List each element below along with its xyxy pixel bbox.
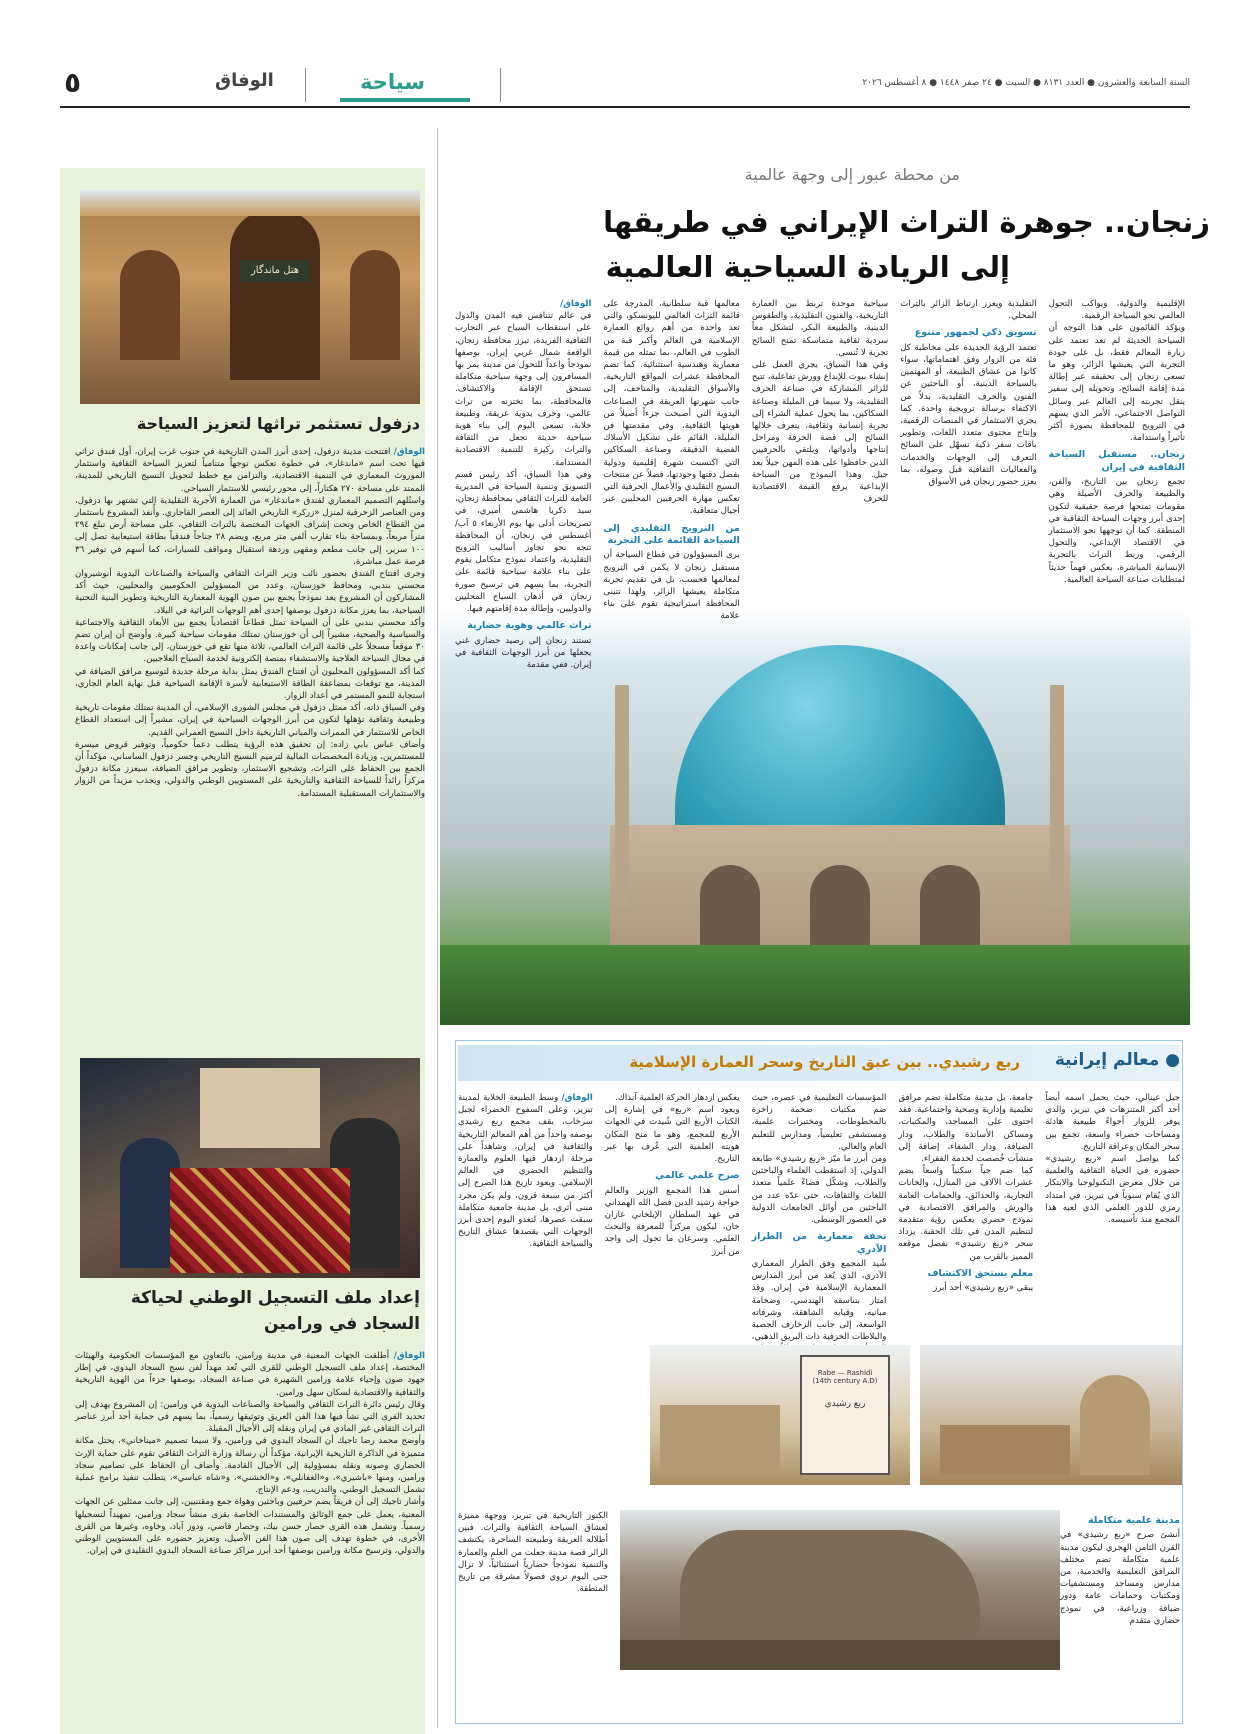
paragraph: وقال رئيس دائرة التراث الثقافي والسياحة والصناعات اليدوية في ورامين: إن المشروع يهدف إلى تحديد القرى التي نشأ فيها هذا الفن العريق وتوثيقها رسمياً، بما يسهم في حماية أحد أبرز عناصر التراث الثقافي غير المادي في إيران ونقله إلى الأجيال المقبلة.	[75, 1399, 425, 1435]
paragraph	[1049, 298, 1185, 586]
paragraph	[752, 1092, 887, 1380]
column-rule	[437, 128, 438, 1728]
feature-title-line1: زنجان.. جوهرة التراث الإيراني في طريقها	[603, 205, 1210, 239]
paragraph: أنشئ صرح «ربع رشيدي» في القرن الثامن الهجري ليكون مدينة علمية متكاملة تضم مختلف المرافق التعليمية والخدمية، من مدارس ومساجد ومستشفيات ومكتبات وحمامات عامة ودور ضيافة وزراعية، في نموذج حضاري متقدم	[1060, 1530, 1180, 1626]
subheading: صرح علمي عالمي	[655, 1170, 740, 1182]
headline-dezful: دزفول تستثمر تراثها لتعزيز السياحة	[136, 414, 420, 433]
byline-label: الوفاق/	[561, 1093, 593, 1103]
text-line: تستند زنجان إلى رصيد حضاري غني يجعلها من أبرز الوجهات الثقافية في إيران. ففي مقدمة	[455, 635, 592, 671]
text-line: الإقليمية والدولية، ويواكب التحول العالمي نحو السياحة الرقمية.	[1048, 299, 1186, 322]
paragraph: وسط الطبيعة الخلابة لمدينة تبريز، وعلى السفوح الخضراء لجبل سرخاب، يقف مجمع ربع رشيدي بوصفه واحداً من أهم المعالم التاريخية والثقافية في إيران، وشاهداً على مرحلة ازدهار فيها العلوم والعمارة والتنظيم الحضري في العالم الإسلامي. ويعود تاريخ هذا الصرح إلى أكثر من سبعة قرون، ولم يكن مجرد مبنى أثري، بل مدينة جامعية متكاملة سبقت عصرها، لتغدو اليوم إحدى أبرز الوجهات التي يقصدها عشاق التاريخ والسياحة الثقافية.	[458, 1093, 593, 1250]
hotel-sign: هتل ماندگار	[240, 260, 310, 282]
text-line: ويعود اسم «ربع» في إشارة إلى الكتاب الأربع التي شُيدت في الجهات الأربع للمجمع، وهو ما منح المكان هويته العلمية التي عُرف بها عبر التاريخ.	[604, 1105, 740, 1165]
paragraph	[455, 310, 591, 671]
paragraph	[1045, 1092, 1180, 1226]
feature-title-line2: إلى الريادة السياحية العالمية	[605, 250, 1010, 284]
newspaper-logo: الوفاق	[215, 70, 274, 91]
paragraph: واستُلهم التصميم المعماري لفندق «ماندغار» من العمارة الأجرية التقليدية التي تشتهر بها دزفول، ومن العناصر الزخرفية لمنزل «زركر» التاريخي العائد إلى العصر القاجاري. وأُنفذ المشروع باستثمار من القطاع الخاص وتحت إشراف الجهات المختصة بالتراث الثقافي، على مساحة أرض تبلغ ٢٩٤ متراً مربعاً، وبمساحة بناء تقارب ألفي متر مربع، ويضم ٢٨ جناحاً فندقياً بطاقة استيعابية تصل إلى ١٠٠ سرير، إلى جانب مطعم ومقهى وردهة استقبال ومواقف للسيارات، كما أسهم في توفير ٣٦ فرصة عمل مباشرة.	[75, 495, 425, 567]
text-line: معالمها قبة سلطانية، المدرجة على قائمة التراث العالمي لليونسكو، والتي تعد واحدة من أهم روائع العمارة الإسلامية في العالم وأكبر قبة من الطوب في العالم، بما تمثله من قيمة معمارية وهندسية استثنائية. كما تضم المحافظة عشرات المواقع التاريخية، والأسواق التقليدية، والمتاحف، إلى جانب شهرتها العريقة في الصناعات اليدوية التي أصبحت جزءاً أصيلاً من هويتها الثقافية، وفي مقدمتها فن المليلة، القائم على تشكيل الأسلاك الفضية الدقيقة، وصناعة السكاكين التي اكتسبت شهرة إقليمية ودولية بفضل دقتها وجودتها، فضلاً عن منتجات النسيج التقليدي والأعمال الحرفية التي تعكس مهارة الحرفيين المحليين عبر أجيال متعاقبة.	[603, 299, 740, 517]
paragraph: وأشار تاجيك إلى أن فريقاً يضم حرفيين وباحثين وهواة جمع ومقتنيين، إلى جانب ممثلين عن الجهات المعنية، يعمل على جمع الوثائق والمستندات الخاصة بقرى منشأ سجاد ورامين، تمهيداً لتسجيلها رسمياً. وتشمل هذه القرى حصار حسن بيك، وحصار قاضي، ودوز آباد، وخاوه، وغيرها من القرى الأخرى، في خطوة تهدف إلى صون هذا الفن الأصيل، وتعزيز حضوره على المستويين الوطني والدولي، وترسيخ مكانة ورامين بوصفها أحد أبرز مراكز صناعة السجاد البدوي التقليدي في إيران.	[75, 1497, 425, 1557]
feature-kicker: من محطة عبور إلى وجهة عالمية	[744, 165, 960, 184]
paragraph: افتتحت مدينة دزفول، إحدى أبرز المدن التاريخية في جنوب غرب إيران، أول فندق تراثي فيها تحت اسم «ماندغار»، في خطوة تعكس توجهاً متنامياً لتعزيز السياحة الثقافية واستثمار الموروث المعماري في التنمية الاقتصادية، والتزامن مع خطط لتحويل النسيج التاريخي للمدينة، الممتد على مساحة ٢٧٠ هكتاراً، إلى محور رئيسي للاستثمار السياحي.	[75, 447, 425, 494]
divider	[305, 68, 306, 102]
paragraph: وأوضح محمد رضا تاجيك أن السجاد البدوي في ورامين، ولا سيما تصميم «ميناخاني»، يحتل مكانة متميزة في الذاكرة التاريخية الإيرانية، مؤكداً أن رسالة وزارة التراث الثقافي تقوم على حماية الإرث الحضاري وصونه ونقله بمسؤولية إلى الأجيال القادمة. وأضاف أن الحفاظ على تصاميم سجاد ورامين، ومنها «باشيري»، و«الغفانلي»، و«الخشني»، و«شاه عباسي»، يتطلب تنفيذ برامج عملية تشمل التسجيل الوطني، والتدريب، ودعم الإنتاج.	[75, 1436, 425, 1496]
text-line: أسس هذا المجمع الوزير والعالم خواجة رشيد الدين فضل الله الهمداني في عهد السلطان الإيلخاني غازان خان، ليكون مركزاً للمعرفة والبحث العلمي. وسرعان ما تحول إلى واحد من أبرز	[604, 1185, 740, 1257]
article-varamin	[75, 1350, 425, 1730]
rabi-rashidi-photo	[920, 1345, 1182, 1485]
lower-bottom-right	[1060, 1510, 1180, 1710]
paragraph	[603, 298, 739, 623]
text-line: ومن أبرز ما ميّز «ربع رشيدي» طابعه الدولي، إذ استقطب العلماء والباحثين والطلاب، وشكّل فضاءً علمياً متعدد اللغات والثقافات، حتى عدّه عدد من الباحثين من أوائل الجامعات الدولية في العصور الوسطى.	[751, 1154, 887, 1226]
lower-column	[752, 1092, 887, 1342]
site-sign-photo	[650, 1345, 910, 1485]
byline-label: الوفاق/	[393, 447, 425, 457]
text-line: Rabe — Rashidi	[817, 1369, 873, 1377]
masthead	[60, 66, 1190, 104]
text-line: يعكس ازدهار الحركة العلمية آنذاك.	[615, 1093, 740, 1103]
section-underline	[340, 98, 470, 102]
text-line: وفي هذا السياق، أكد رئيس قسم التسويق وتنمية السياحة في المديرية العامة للتراث الثقافي بمحافظة زنجان، سيد ذكريا هاشمي أميري، في تصريحات أدلى بها يوم الأربعاء ٥ آب/أغسطس في زنجان، أن المحافظة تتجه نحو تجاوز أساليب الترويج التقليدية، واعتماد نموذج متكامل يقوم على بناء علامة سياحية قائمة على التجربة، بما يسهم في ترسيخ صورة زنجان في أذهان السياح المحليين والدوليين، وإطالة مدة إقامتهم فيها.	[455, 469, 592, 615]
subheading: تراث عالمي وهوية حضارية	[467, 620, 592, 632]
text-line: سياحية موحدة تربط بين العمارة التاريخية، والفنون التقليدية، والطقوس الدينية، والطبيعة البكر، لتشكل معاً سردية ثقافية متماسكة تمنح السائح تجربة لا تُنسى.	[751, 299, 889, 358]
subheading: زنجان.. مستقبل السياحة الثقافية في إيران	[1048, 449, 1186, 473]
subheading: تسويق ذكي لجمهور متنوع	[914, 327, 1037, 339]
text-line: جامعة، بل مدينة متكاملة تضم مرافق تعليمية وإدارية وصحية واجتماعية. فقد احتوى على المساجد، والمكتبات، ومساكن الأساتذة والطلاب، ودار الضيافة، ودار الشفاء، إضافة إلى منشآت خُصصت لخدمة الفقراء.	[898, 1093, 1034, 1165]
hotel-photo	[80, 190, 420, 404]
feature-column	[900, 298, 1036, 728]
text-line: يرى المسؤولون في قطاع السياحة أن مستقبل زنجان لا يكمن في الترويج لمعالمها فحسب، بل في تقديم تجربة متكاملة يعيشها الزائر، ولهذا تتبنى المحافظة استراتيجية تقوم على بناء علامة	[603, 550, 740, 622]
lower-body	[458, 1092, 1180, 1342]
ruins-photo	[620, 1510, 1060, 1670]
paragraph: الكنوز التاريخية في تبريز، ووجهة مميزة لعشاق السياحة الثقافية والتراث. فبين أطلاله العريقة وطبيعته الساحرة، يكتشف الزائر قصة مدينة جعلت من العلم والعمارة والتنمية نموذجاً حضارياً استثنائياً، لا تزال حتى اليوم تروي فصولاً مشرقة من تاريخ المنطقة.	[458, 1511, 608, 1595]
site-sign-text-fa: ربع رشيدي	[824, 1399, 866, 1409]
lower-column	[898, 1092, 1033, 1342]
site-sign-text	[806, 1369, 884, 1385]
subheading: من الترويج التقليدي إلى السياحة القائمة على التجربة	[603, 522, 740, 546]
subheading: معلم يستحق الاكتشاف	[927, 1267, 1034, 1279]
feature-column	[1049, 298, 1185, 728]
byline-label: الوفاق/	[393, 1351, 425, 1361]
divider	[500, 68, 501, 102]
paragraph: وجرى افتتاح الفندق بحضور نائب وزير التراث الثقافي والسياحة والصناعات اليدوية أنوشيروان محسني بندبي، ومحافظ خوزستان، وعدد من المسؤولين الحكوميين والمحليين، حيث أكد المشاركون أن المشروع يعد نموذجاً يجمع بين صون الهوية المعمارية التاريخية وتطوير البنية التحتية السياحية، بما يعزز مكانة دزفول بوصفها إحدى أهم الوجهات التراثية في البلاد.	[75, 569, 425, 616]
text-line: (14th century A.D)	[812, 1377, 878, 1385]
feature-body	[455, 298, 1185, 728]
paragraph: وأضاف عباس بابي زاده: إن تحقيق هذه الرؤية يتطلب دعماً حكومياً، وتوفير قروض ميسرة للمستثمرين، وزيادة المخصصات المالية لترميم النسيج التاريخي وجسر دزفول الساساني، مؤكداً أن الجمع بين الحفاظ على التراث، وتشجيع الاستثمار، وتطوير مرافق الضيافة، سيعزز مكانة دزفول مركزاً رائداً للسياحة الثقافية والتاريخية على المستويين الوطني والدولي، ويجذب مزيداً من الزوار والاستثمارات المستقبلية المستدامة.	[75, 739, 425, 799]
section-title: سياحة	[360, 70, 425, 94]
text-line: تجمع زنجان بين التاريخ، والفن، والطبيعة والحرف الأصيلة وهي مقومات تمنحها فرصة حقيقية لتكون إحدى أبرز وجهات السياحة الثقافية في المنطقة. كما أن توجهها نحو الاستثمار في الاقتصاد الإبداعي، والتحول الرقمي، وربط التراث بالتجربة الإنسانية المباشرة، يعكس فهماً حديثاً لمتطلبات صناعة السياحة العالمية.	[1048, 477, 1186, 585]
lower-column	[458, 1092, 593, 1342]
text-line: تعتمد الرؤية الجديدة على مخاطبة كل فئة من الزوار وفق اهتماماتها، سواء كانوا من عشاق الطبيعة، أو المهتمين بالسياحة الدينية، أو الباحثين عن الفنون والحرف التقليدية، بدلاً من الاكتفاء برسالة ترويجية واحدة. كما يجري الاستثمار في المنصات الرقمية، وإنتاج محتوى متعدد اللغات، وتطوير باقات سفر ذكية تسهّل على السائح التعرف إلى الوجهات والخدمات والفعاليات الثقافية قبل وصوله، بما يعزز حضور زنجان في الأسواق	[900, 342, 1037, 487]
lower-column	[1045, 1092, 1180, 1342]
headline-varamin: إعداد ملف التسجيل الوطني لحياكة السجاد في ورامين	[130, 1288, 420, 1334]
text-line: وفي هذا السياق، يجري العمل على إنشاء بيوت للإبداع وورش تفاعلية، تتيح للزائر المشاركة في صناعة الحرف التقليدية، ولا سيما فن المليلة وصناعة السكاكين، بما يحول عملية الشراء إلى تجربة إنسانية وثقافية، يتعرف خلالها السائح إلى قصة الحرفة ومراحل إنتاجها وأدواتها، ويلتقي بالحرفيين الذين حافظوا على هذه المهن جيلاً بعد جيل. وهذا النموذج من السياحة الإبداعية يرفع القيمة الاقتصادية للحرف	[751, 360, 889, 505]
lower-title: ربع رشيدي.. بين عبق التاريخ وسحر العمارة الإسلامية	[629, 1053, 1020, 1071]
feature-column	[455, 298, 591, 728]
paragraph	[605, 1092, 740, 1258]
subheading: مدينة علمية متكاملة	[1088, 1515, 1180, 1526]
lower-column	[605, 1092, 740, 1342]
text-line: يبقى «ربع رشيدي» أحد أبرز	[933, 1283, 1034, 1294]
feature-column	[752, 298, 888, 728]
lower-section-label: ● معالم إيرانية	[1054, 1050, 1180, 1070]
text-line: المؤسسات التعليمية في عصره، حيث ضم مكتبات ضخمة زاخرة بالمخطوطات، ومختبرات علمية، ومستشفى تعليمياً، ومدارس للتعليم العام والعالي.	[751, 1093, 887, 1152]
byline-label: الوفاق/	[560, 299, 592, 309]
issue-line: السنة السابعة والعشرون ● العدد ٨١٣١ ● السبت ● ٢٤ صفر ١٤٤٨ ● ٨ أغسطس ٢٠٢٦	[862, 78, 1190, 88]
feature-column	[603, 298, 739, 728]
paragraph	[898, 1092, 1033, 1294]
paragraph	[900, 298, 1036, 488]
subheading: تحفة معمارية من الطراز الآذري	[751, 1231, 887, 1255]
text-line: كما ضم حياً سكنياً واسعاً يضم عشرات الآلاف من المنازل، والخانات التجارية، والحدائق، والحمامات العامة والورش والمرافق الاقتصادية في نموذج حضري يعكس رؤية متقدمة لتنظيم المدن في تلك الحقبة. يزداد سحر «ربع رشيدي» بفضل موقعه المميز بالقرب من	[898, 1166, 1034, 1262]
page-number: ٥	[64, 66, 82, 99]
paragraph	[752, 298, 888, 505]
paragraph: وأكد محسني بندبي على أن السياحة تمثل قطاعاً اقتصادياً يجمع بين الأبعاد الثقافية والاجتماعية والسياسية والصحية، مشيراً إلى أن خوزستان تمتلك مقومات سياحية كبيرة. وأوضح أن إيران تضم ٣٠ موقعاً مسجلاً على قائمة التراث العالمي، ثلاثة منها تقع في خوزستان، إلى جانب إمكانات واعدة في مجال السياحة العلاجية والاستشفاء بمنصة إلكترونية لخدمة السياح العلاجيين.	[75, 617, 425, 665]
paragraph: أطلقت الجهات المعنية في مدينة ورامين، بالتعاون مع المؤسسات الحكومية والهيئات المختصة، إعداد ملف التسجيل الوطني للقرى التي تُعد مهداً لفن نسج السجاد اليدوي، في إطار جهود صون وإحياء علامة ورامين الشهيرة في صناعة السجاد، بوصفها جزءاً من الهوية التاريخية والثقافية والاقتصادية لسكان سهل ورامين.	[75, 1351, 425, 1398]
carpet-photo	[80, 1058, 420, 1278]
paragraph: وفي السياق ذاته، أكد ممثل دزفول في مجلس الشورى الإسلامي، أن المدينة تمتلك مقومات تاريخية وطبيعية وثقافية تؤهلها لتكون من أبرز الوجهات السياحية في إيران، مشيراً إلى استعداد القطاع الخاص للاستثمار في الممرات والمباني التاريخية داخل النسيج العمراني القديم.	[75, 703, 425, 738]
article-dezful	[75, 446, 425, 1026]
text-line: شُيد المجمع وفق الطراز المعماري الآذري، الذي يُعد من أبرز المدارس المعمارية الإسلامية في إيران. وقد امتاز بتناسقه الهندسي، وضخامة مبانيه، وقبابه الشاهقة، وشرفاته الواسعة، إلى جانب الزخارف الجصية والبلاطات الخزفية ذات البريق الذهبي،	[751, 1258, 887, 1343]
text-line: كما يواصل اسم «ربع رشيدي» حضوره في الحياة الثقافية والعلمية من خلال معرض التكنولوجيا والابتكار الذي يُقام سنوياً في تبريز، في امتداد رمزي للدور العلمي الذي لعبه هذا المجمع منذ تأسيسه.	[1045, 1154, 1180, 1226]
text-line: التقليدية ويعزز ارتباط الزائر بالتراث المحلي.	[900, 299, 1037, 322]
text-line: في عالم تتنافس فيه المدن والدول على استقطاب السياح عبر التجارب الثقافية الفريدة، تبرز محافظة زنجان، الواقعة شمال غربي إيران، بوصفها نموذجاً واعداً للتحول من مدينة يمر بها المسافرون إلى وجهة سياحية متكاملة تستحق الإقامة والاكتشاف. فالمحافظة، بما تختزنه من تراث عالمي، وحرف يدوية عريقة، وطبيعة خلابة، تسعى اليوم إلى بناء هوية سياحية حديثة تجعل من الثقافة والتراث ركيزة للتنمية الاقتصادية المستدامة.	[455, 311, 592, 468]
text-line: ويؤكد القائمون على هذا التوجه أن السياحة الحديثة لم تعد تعتمد على زيارة المعالم فقط، بل على جودة التجربة التي يعيشها الزائر، وهو ما تسعى زنجان إلى تحقيقه عبر إطالة مدة إقامة السائح، وتحويله إلى سفير ينقل تجربته إلى العالم عبر وسائل التواصل الاجتماعي، الأمر الذي يسهم في الترويج للمحافظة بصورة أكثر تأثيراً واستدامة.	[1048, 323, 1186, 444]
paragraph: كما أكد المسؤولون المحليون أن افتتاح الفندق يمثل بداية مرحلة جديدة لتوسيع مرافق الضيافة في المدينة، مع توقعات بمضاعفة الطاقة الاستيعابية لأسرة الإقامة السياحية قبل نهاية العام الجاري، استجابة للنمو المستمر في أعداد الزوار.	[75, 666, 425, 702]
masthead-rule	[60, 106, 1190, 108]
lower-bottom-left	[458, 1510, 608, 1710]
text-line: جبل عينالي، حيث يحمل اسمه أيضاً أحد أكبر المتنزهات في تبريز، والذي يوفر للزوار أجواءً طبيعية هادئة ومساحات خضراء واسعة، تجمع بين سحر المكان وعراقة التاريخ.	[1045, 1093, 1180, 1152]
